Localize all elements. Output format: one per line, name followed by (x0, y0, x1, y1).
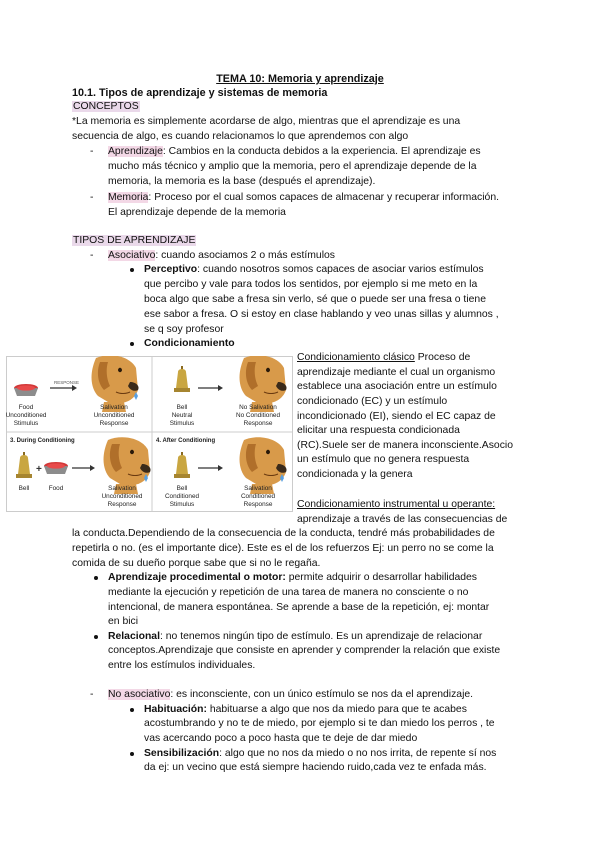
classical-conditioning-figure (6, 356, 293, 512)
procedimental-line-4: en bici (108, 616, 139, 627)
aprendizaje-definition: Aprendizaje: Cambios en la conducta debidos a la experiencia. El aprendizaje es (108, 146, 481, 157)
panel-bell-neutral (170, 356, 287, 427)
label: Bell (176, 404, 188, 411)
relacional-item: Relacional: no tenemos ningún tipo de estímulo. Es un aprendizaje de relacionar (108, 631, 483, 642)
dash-bullet: - (90, 689, 94, 700)
arrow-label: RESPONSE (54, 380, 80, 385)
label: Food (48, 485, 64, 492)
label: Stimulus (13, 420, 39, 427)
svg-text:+: + (36, 464, 42, 475)
label: No Salivation (239, 404, 277, 411)
asociativo-item: Asociativo: cuando asociamos 2 o más estímulos (108, 250, 335, 261)
bullet-dot (130, 752, 134, 756)
label: Salivation (100, 404, 128, 411)
aprendizaje-line-3: memoria, la memoria es la base (después el aprendizaje). (108, 176, 376, 187)
memoria-definition: Memoria: Proceso por el cual somos capaces de almacenar y recuperar información. (108, 192, 499, 203)
perceptivo-line-4: ese sabor a fresa. O si estoy en clase hablando y veo unas sillas y alumnos , (144, 309, 499, 320)
intro-line-2: secuencia de algo, es cuando relacionamos lo que aprendemos con algo (72, 131, 409, 142)
procedimental-line-2: mediante la ejecución y repetición de una tarea de manera no consciente o no (108, 587, 469, 598)
dash-bullet: - (90, 146, 94, 157)
dash-bullet: - (90, 192, 94, 203)
label: Response (243, 420, 273, 427)
clasico-heading: Condicionamiento clásico Proceso de (297, 352, 471, 363)
instrumental-line-4: comida de su dueño porque sabe que si no le regaña. (72, 558, 321, 569)
label: Unconditioned (6, 412, 47, 419)
clasico-line-6: elicitar una respuesta condicionada (297, 425, 460, 436)
instrumental-heading: Condicionamiento instrumental u operante: (297, 499, 496, 510)
relacional-line-3: entre los estímulos individuales. (108, 660, 256, 671)
label: Salivation (244, 485, 272, 492)
no-asociativo-item: No asociativo: es inconsciente, con un único estímulo se nos da el aprendizaje. (108, 689, 474, 700)
condicionamiento-heading: Condicionamiento (144, 338, 235, 349)
instrumental-line-1: aprendizaje a través de las consecuencias de (297, 514, 508, 525)
instrumental-line-3: repetirla o no. (es el importante dice). Este es el de los refuerzos Ej: un perro no se come la (72, 543, 494, 554)
aprendizaje-line-2: mucho más técnico y amplio que la memoria, pero el aprendizaje depende de la (108, 161, 477, 172)
label: Food (18, 404, 34, 411)
panel-food-unconditioned (6, 356, 139, 427)
relacional-line-2: conceptos.Aprendizaje que consiste en aprender y comprender la relación que existe (108, 645, 501, 656)
clasico-line-5: incondicionado (EI), siendo el EC capaz de (297, 411, 496, 422)
label: Stimulus (169, 501, 195, 508)
document-title: TEMA 10: Memoria y aprendizaje (216, 73, 384, 85)
clasico-line-3: establece una asociación entre un estímulo (297, 381, 497, 392)
panel-title: 4. After Conditioning (156, 438, 216, 444)
label: Response (99, 420, 129, 427)
sensibilizacion-item: Sensibilización: algo que no nos da miedo o no nos irrita, de repente sí nos (144, 748, 497, 759)
perceptivo-line-5: se q soy profesor (144, 324, 224, 335)
panel-title: 3. During Conditioning (10, 438, 75, 444)
section-heading: 10.1. Tipos de aprendizaje y sistemas de memoria (72, 87, 328, 99)
label: Unconditioned (101, 493, 143, 500)
label: Response (243, 501, 273, 508)
instrumental-line-2: la conducta.Dependiendo de la consecuencia de la conducta, tendré más probabilidades de (72, 528, 495, 539)
label: Response (107, 501, 137, 508)
tipos-heading: TIPOS DE APRENDIZAJE (73, 235, 196, 246)
conceptos-heading: CONCEPTOS (73, 101, 139, 112)
label: Unconditioned (93, 412, 135, 419)
habituacion-line-3: vas acercando poco a poco hasta que te deje de dar miedo (144, 733, 418, 744)
label: Neutral (171, 412, 193, 419)
bullet-dot (130, 342, 134, 346)
label: Bell (18, 485, 30, 492)
intro-line-1: *La memoria es simplemente acordarse de algo, mientras que el aprendizaje es una (72, 116, 461, 127)
bullet-dot (94, 635, 98, 639)
panel-during-conditioning (10, 437, 151, 508)
clasico-line-2: aprendizaje mediante el cual un organismo (297, 367, 496, 378)
label: Stimulus (169, 420, 195, 427)
label: Conditioned (164, 493, 200, 500)
clasico-line-9: condicionada y la genera (297, 469, 413, 480)
procedimental-line-3: intencional, de manera espontánea. Se aprende a base de la repetición, ej: montar (108, 602, 490, 613)
clasico-line-4: condicionado (EC) y un estímulo (297, 396, 448, 407)
bullet-dot (130, 708, 134, 712)
clasico-line-7: (RC).Suele ser de manera inconsciente.Asocio (297, 440, 513, 451)
procedimental-item: Aprendizaje procedimental o motor: permite adquirir o desarrollar habilidades (108, 572, 477, 583)
label: Conditioned (240, 493, 276, 500)
label: No Conditioned (235, 412, 281, 419)
perceptivo-line-2: que percibo y vale para todos los sentidos, por ejemplo si me meto en la (144, 279, 478, 290)
dash-bullet: - (90, 250, 94, 261)
bullet-dot (130, 268, 134, 272)
label: Salivation (108, 485, 136, 492)
label: Bell (176, 485, 188, 492)
habituacion-item: Habituación: habituarse a algo que nos da miedo para que te acabes (144, 704, 467, 715)
clasico-line-8: un estímulo que no genera respuesta (297, 454, 470, 465)
perceptivo-line-3: boca algo que sabe a fresa sin verlo, sé que o puede ser una fresa o tiene (144, 294, 486, 305)
sensibilizacion-line-2: da ej: un vecino que está siempre haciendo ruido,cada vez te enfada más. (144, 762, 487, 773)
bullet-dot (94, 576, 98, 580)
panel-after-conditioning (156, 437, 287, 508)
habituacion-line-2: acostumbrando y no te de miedo, por ejemplo si te dan miedo los perros , te (144, 718, 495, 729)
memoria-line-2: El aprendizaje depende de la memoria (108, 207, 286, 218)
perceptivo-item: Perceptivo: cuando nosotros somos capaces de asociar varios estímulos (144, 264, 484, 275)
